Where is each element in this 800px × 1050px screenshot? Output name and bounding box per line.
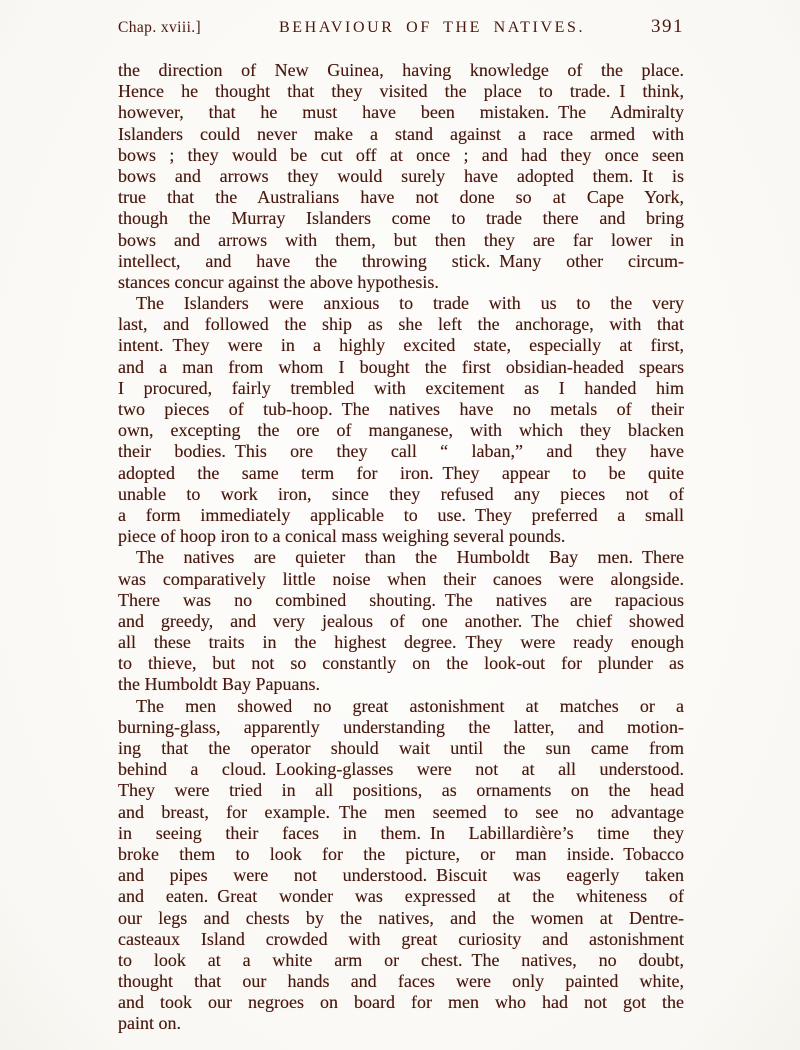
text-line: There was no combined shouting. The natives are rapacious — [118, 589, 684, 610]
text-line: I procured, fairly trembled with excitement as I handed him — [118, 377, 684, 398]
text-line: a form immediately applicable to use. They preferred a small — [118, 504, 684, 525]
text-line: and greedy, and very jealous of one another. The chief showed — [118, 610, 684, 631]
text-line: last, and followed the ship as she left the anchorage, with that — [118, 314, 684, 335]
text-line: to thieve, but not so constantly on the look-out for plunder as — [118, 653, 684, 674]
text-line: bows and arrows they would surely have adopted them. It is — [118, 165, 684, 186]
text-line: and pipes were not understood. Biscuit was eagerly taken — [118, 865, 684, 886]
text-line: broke them to look for the picture, or man inside. Tobacco — [118, 843, 684, 864]
text-line: casteaux Island crowded with great curiosity and astonishment — [118, 928, 684, 949]
text-line: the Humboldt Bay Papuans. — [118, 674, 320, 695]
paragraph — [118, 293, 684, 547]
text-line: own, excepting the ore of manganese, with which they blacken — [118, 420, 684, 441]
text-line: all these traits in the highest degree. They were ready enough — [118, 632, 684, 653]
page-header — [118, 16, 684, 42]
text-line: intellect, and have the throwing stick. Many other circum- — [118, 250, 684, 271]
text-line: stances concur against the above hypothesis. — [118, 271, 439, 292]
text-line: The Islanders were anxious to trade with us to the very — [136, 293, 684, 314]
text-line: and a man from whom I bought the first obsidian-headed spears — [118, 356, 684, 377]
text-line: unable to work iron, since they refused any pieces not of — [118, 483, 684, 504]
text-line: true that the Australians have not done so at Cape York, — [118, 187, 684, 208]
text-line: The men showed no great astonishment at matches or a — [136, 695, 684, 716]
chapter-label: Chap. xviii.] — [118, 19, 202, 36]
text-line: The natives are quieter than the Humboldt Bay men. There — [136, 547, 684, 568]
text-line: though the Murray Islanders come to trade there and bring — [118, 208, 684, 229]
text-line: burning-glass, apparently understanding the latter, and motion- — [118, 716, 684, 737]
text-line: and took our negroes on board for men who had not got the — [118, 992, 684, 1013]
text-line: their bodies. This ore they call “ laban,” and they have — [118, 441, 684, 462]
text-line: adopted the same term for iron. They appear to be quite — [118, 462, 684, 483]
text-line: however, that he must have been mistaken. The Admiralty — [118, 102, 684, 123]
text-line: bows and arrows with them, but then they are far lower in — [118, 229, 684, 250]
text-line: bows ; they would be cut off at once ; and had they once seen — [118, 144, 684, 165]
text-line: two pieces of tub-hoop. The natives have no metals of their — [118, 399, 684, 419]
page-body — [118, 60, 684, 1035]
paragraph — [118, 60, 684, 293]
running-title: BEHAVIOUR OF THE NATIVES. — [279, 19, 586, 36]
text-line: in seeing their faces in them. In Labillardière’s time they — [118, 822, 684, 843]
page-number: 391 — [651, 16, 684, 37]
text-line: paint on. — [118, 1013, 181, 1034]
text-line: piece of hoop iron to a conical mass weighing several pounds. — [118, 526, 566, 547]
text-line: behind a cloud. Looking-glasses were not at all understood. — [118, 759, 684, 780]
paragraph — [118, 547, 684, 695]
text-line: Hence he thought that they visited the place to trade. I think, — [118, 81, 684, 102]
text-line: the direction of New Guinea, having knowledge of the place. — [118, 60, 684, 80]
text-line: thought that our hands and faces were only painted white, — [118, 971, 684, 992]
text-line: and eaten. Great wonder was expressed at the whiteness of — [118, 886, 684, 907]
text-line: and breast, for example. The men seemed to see no advantage — [118, 801, 684, 822]
text-line: ing that the operator should wait until the sun came from — [118, 738, 684, 758]
text-line: They were tried in all positions, as ornaments on the head — [118, 780, 684, 801]
text-line: Islanders could never make a stand against a race armed with — [118, 123, 684, 144]
paragraph — [118, 696, 684, 1035]
text-line: our legs and chests by the natives, and the women at Dentre- — [118, 907, 684, 928]
text-line: to look at a white arm or chest. The natives, no doubt, — [118, 949, 684, 970]
text-line: was comparatively little noise when their canoes were alongside. — [118, 568, 684, 589]
text-line: intent. They were in a highly excited state, especially at first, — [118, 335, 684, 356]
